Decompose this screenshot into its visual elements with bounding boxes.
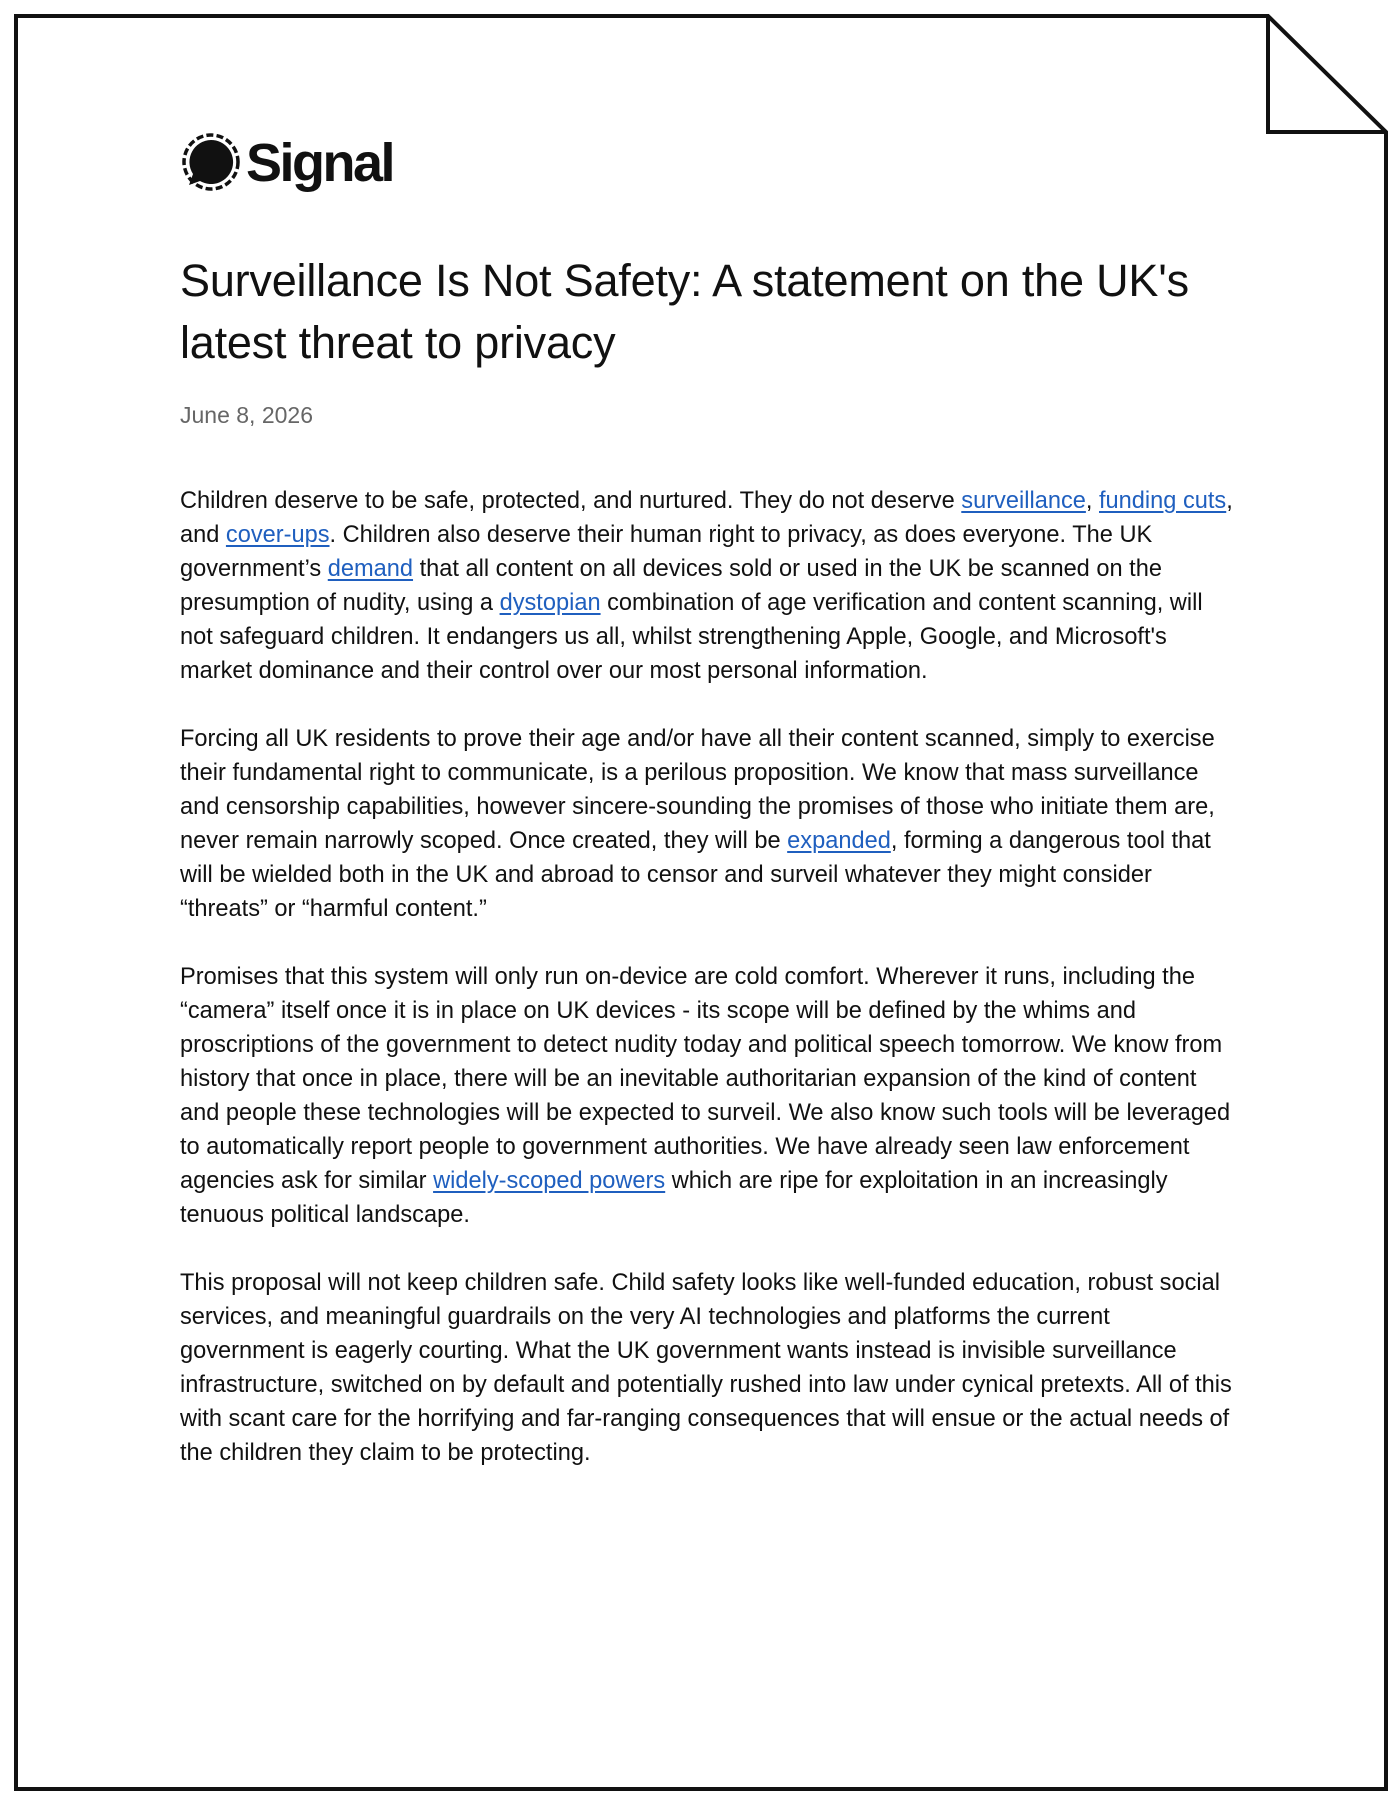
paragraph-4: This proposal will not keep children safe. Child safety looks like well-funded education, robust social services, and meaningful guardrails on the very AI technologies and platforms the current government is eagerly courting. What the UK government wants instead is invisible surveillance infrastructure, switched on by default and potentially rushed into law under cynical pretexts. All of this with scant care for the horrifying and far-ranging consequences that will ensue or the actual needs of the children they claim to be protecting. <box>180 1270 1232 1466</box>
publish-date: June 8, 2026 <box>180 402 314 428</box>
link-widely-scoped-powers[interactable]: widely-scoped powers <box>433 1168 666 1194</box>
link-surveillance[interactable]: surveillance <box>961 488 1086 514</box>
signal-speech-bubble-icon <box>180 132 242 194</box>
article-body <box>180 484 1240 1504</box>
signal-logo[interactable] <box>180 132 1240 194</box>
link-dystopian[interactable]: dystopian <box>499 590 601 616</box>
logo-wordmark: Signal <box>246 133 394 193</box>
link-expanded[interactable]: expanded <box>787 828 891 854</box>
article <box>180 132 1240 1466</box>
link-cover-ups[interactable]: cover-ups <box>225 522 330 548</box>
link-demand[interactable]: demand <box>327 556 414 582</box>
paragraph-3: Promises that this system will only run on-device are cold comfort. Wherever it runs, including the “camera” itself once it is in place on UK devices - its scope will be defined by the whims and proscriptions of the government to detect nudity today and political speech tomorrow. We know from history that once in place, there will be an inevitable authoritarian expansion of the kind of content and people these technologies will be expected to surveil. We also know such tools will be leveraged to automatically report people to government authorities. We have already seen law enforcement agencies ask for similar widely-scoped powers which are ripe for exploitation in an increasingly tenuous political landscape. <box>180 964 1231 1228</box>
link-funding-cuts[interactable]: funding cuts <box>1099 488 1227 514</box>
paragraph-1: Children deserve to be safe, protected, and nurtured. They do not deserve surveillance, funding cuts, and cover-ups. Children also deserve their human right to privacy, as does everyone. The UK government’s demand that all content on all devices sold or used in the UK be scanned on the presumption of nudity, using a dystopian combination of age verification and content scanning, will not safeguard children. It endangers us all, whilst strengthening Apple, Google, and Microsoft's market dominance and their control over our most personal information. <box>180 488 1233 684</box>
page-title: Surveillance Is Not Safety: A statement on the UK's latest threat to privacy <box>180 255 1189 368</box>
paragraph-2: Forcing all UK residents to prove their age and/or have all their content scanned, simply to exercise their fundamental right to communicate, is a perilous proposition. We know that mass surveillance and censorship capabilities, however sincere-sounding the promises of those who initiate them are, never remain narrowly scoped. Once created, they will be expanded, forming a dangerous tool that will be wielded both in the UK and abroad to censor and surveil whatever they might consider “threats” or “harmful content.” <box>180 726 1215 922</box>
